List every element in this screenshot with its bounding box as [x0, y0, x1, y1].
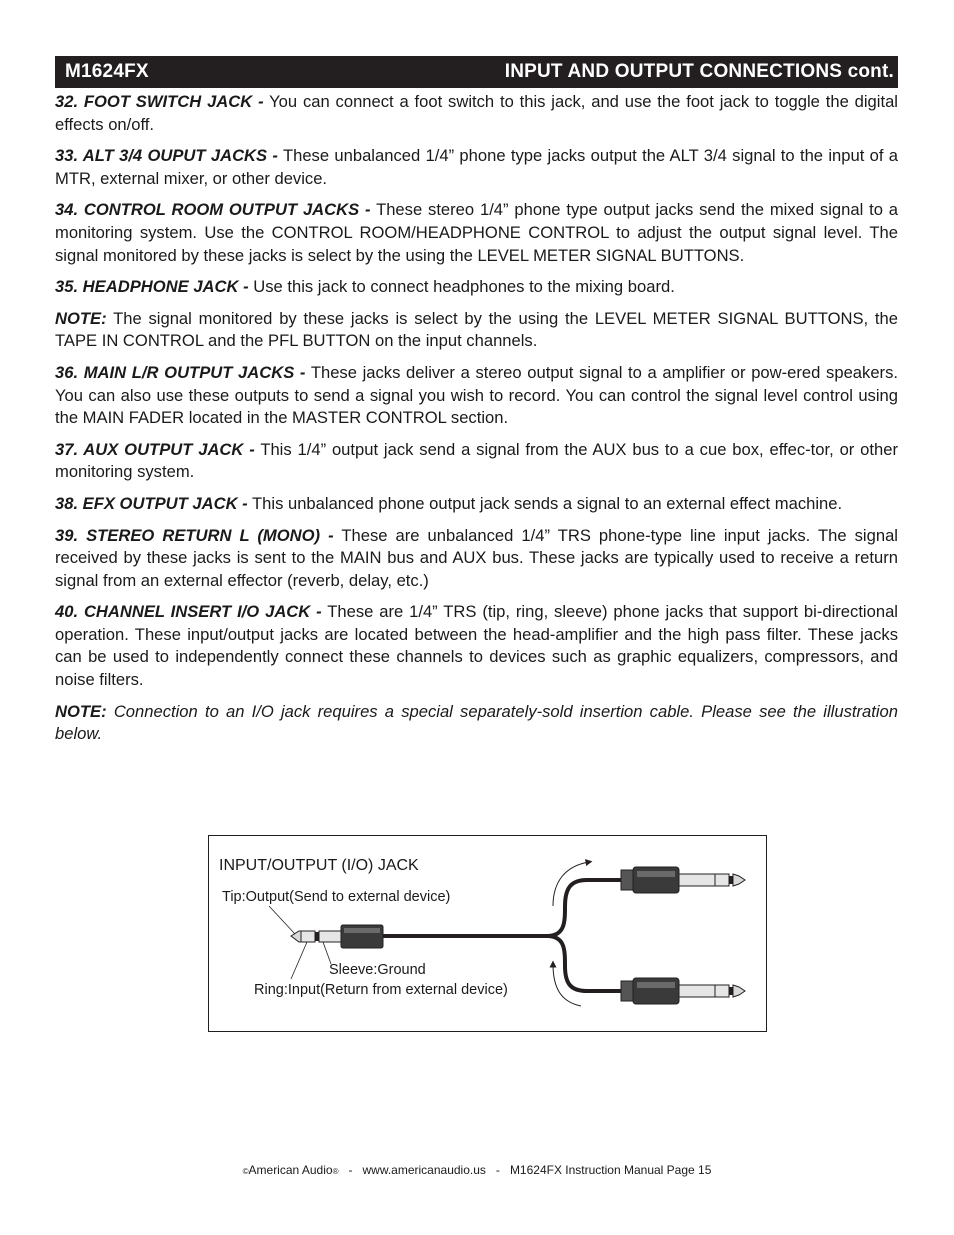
paragraph-text: Connection to an I/O jack requires a special separately-sold insertion cable. Please see the illustration below.	[55, 701, 898, 744]
paragraph-text: These stereo 1/4” phone type output jacks send the mixed signal to a monitoring system. Use the CONTROL ROOM/HEADPHONE CONTROL to adjust the output signal level. The signal monitored by these jacks is select by the using the LEVEL METER SIGNAL BUTTONS.	[55, 200, 898, 265]
trs-plug-icon	[291, 925, 383, 948]
mono-plug-icon	[621, 867, 745, 893]
paragraph-lead: NOTE:	[55, 308, 107, 328]
paragraph-channel-insert-jack	[55, 601, 898, 691]
figure-title: INPUT/OUTPUT (I/O) JACK	[219, 857, 419, 874]
paragraph-lead: 38. EFX OUTPUT JACK -	[55, 493, 248, 513]
paragraph-lead: 35. HEADPHONE JACK -	[55, 277, 249, 297]
registered-symbol: ®	[332, 1167, 339, 1176]
paragraph-text: You can connect a foot switch to this jack, and use the foot jack to toggle the digital effects on/off.	[55, 92, 898, 134]
footer-website: www.americanaudio.us	[362, 1163, 486, 1177]
paragraph-text: These are 1/4” TRS (tip, ring, sleeve) phone jacks that support bi-directional operation. These input/output jacks are located between the head-amplifier and the high pass filter. These jacks can be used to independently connect these channels to devices such as graphic equalizers, compressors, and noise filters.	[55, 602, 898, 690]
paragraph-lead: 37. AUX OUTPUT JACK -	[55, 439, 255, 459]
paragraph-lead: 40. CHANNEL INSERT I/O JACK -	[55, 602, 322, 622]
section-title: INPUT AND OUTPUT CONNECTIONS cont.	[504, 61, 894, 82]
paragraph-text: These unbalanced 1/4” phone type jacks output the ALT 3/4 signal to the input of a MTR, external mixer, or other device.	[55, 146, 899, 188]
paragraph-text: These are unbalanced 1/4” TRS phone-type line input jacks. The signal received by these jacks is sent to the MAIN bus and AUX bus. These jacks are typically used to receive a return signal from an external effector (reverb, delay, etc.)	[55, 525, 898, 590]
model-name: M1624FX	[65, 61, 149, 82]
paragraph-alt-output-jacks	[55, 145, 898, 190]
paragraph-aux-output-jack	[55, 439, 898, 484]
io-jack-illustration	[208, 835, 767, 1032]
paragraph-stereo-return	[55, 525, 898, 593]
footer-page-number: M1624FX Instruction Manual Page 15	[509, 1163, 712, 1177]
ring-label: Ring:Input(Return from external device)	[254, 982, 508, 998]
paragraph-note-insertion-cable	[55, 701, 898, 746]
paragraph-text: This 1/4” output jack send a signal from the AUX bus to a cue box, effec-tor, or other monitoring system.	[55, 439, 898, 482]
footer-brand: American Audio	[248, 1163, 333, 1177]
mono-plug-icon	[621, 978, 745, 1004]
footer-separator: -	[348, 1163, 353, 1177]
paragraph-lead: 39. STEREO RETURN L (MONO) -	[55, 525, 334, 545]
paragraph-main-lr-output-jacks	[55, 362, 898, 430]
paragraph-text: Use this jack to connect headphones to the mixing board.	[248, 277, 675, 297]
section-header-bar	[55, 56, 898, 88]
paragraph-text: These jacks deliver a stereo output signal to a amplifier or pow-ered speakers. You can also use these outputs to send a signal you wish to record. You can control the signal level control using the MAIN FADER located in the MASTER CONTROL section.	[55, 362, 898, 428]
sleeve-label: Sleeve:Ground	[329, 962, 426, 978]
tip-label: Tip:Output(Send to external device)	[222, 889, 451, 905]
paragraph-lead: NOTE:	[55, 701, 107, 721]
paragraph-lead: 36. MAIN L/R OUTPUT JACKS -	[55, 362, 306, 382]
paragraph-text: The signal monitored by these jacks is select by the using the LEVEL METER SIGNAL BUTTONS, the TAPE IN CONTROL and the PFL BUTTON on the input channels.	[55, 308, 898, 351]
paragraph-foot-switch-jack	[55, 91, 898, 136]
paragraph-lead: 32. FOOT SWITCH JACK -	[55, 92, 264, 111]
manual-body	[55, 91, 898, 755]
paragraph-efx-output-jack	[55, 493, 898, 516]
paragraph-lead: 34. CONTROL ROOM OUTPUT JACKS -	[55, 200, 371, 220]
copyright-symbol: ©	[242, 1167, 249, 1176]
paragraph-control-room-output-jacks	[55, 199, 898, 267]
page-footer	[0, 1163, 954, 1177]
paragraph-text: This unbalanced phone output jack sends a signal to an external effect machine.	[247, 493, 843, 513]
paragraph-headphone-jack	[55, 276, 898, 299]
footer-separator: -	[495, 1163, 500, 1177]
paragraph-note-monitoring	[55, 308, 898, 353]
paragraph-lead: 33. ALT 3/4 OUPUT JACKS -	[55, 146, 278, 166]
